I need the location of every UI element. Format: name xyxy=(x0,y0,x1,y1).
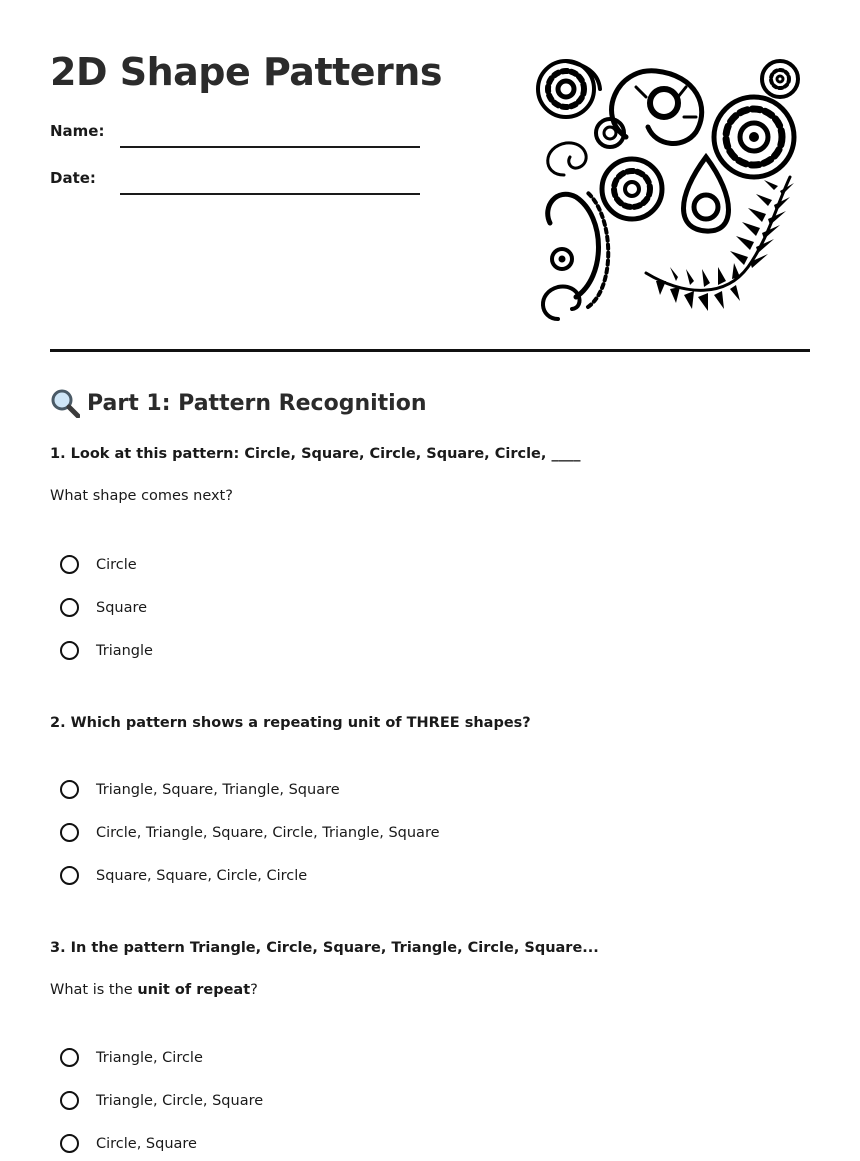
option-label: Circle, Square xyxy=(96,1135,197,1152)
name-input-line[interactable] xyxy=(120,146,420,148)
date-label: Date: xyxy=(50,169,96,187)
radio-button[interactable] xyxy=(60,1134,79,1153)
option-label: Triangle xyxy=(96,642,153,659)
name-label: Name: xyxy=(50,122,105,140)
option-label: Circle xyxy=(96,556,137,573)
name-field-row xyxy=(50,122,420,140)
subtext-emphasis: unit of repeat xyxy=(137,982,251,998)
radio-button[interactable] xyxy=(60,866,79,885)
question-1-subtext: What shape comes next? xyxy=(50,488,233,504)
option-label: Circle, Triangle, Square, Circle, Triangle, Square xyxy=(96,824,440,841)
q1-option-3[interactable] xyxy=(60,641,153,660)
radio-button[interactable] xyxy=(60,641,79,660)
q3-option-3[interactable] xyxy=(60,1134,197,1153)
question-3-subtext xyxy=(50,982,258,998)
part1-title-text: Part 1: Pattern Recognition xyxy=(87,390,427,416)
q3-option-2[interactable] xyxy=(60,1091,263,1110)
q1-option-1[interactable] xyxy=(60,555,137,574)
page-title: 2D Shape Patterns xyxy=(50,50,442,94)
radio-button[interactable] xyxy=(60,780,79,799)
radio-button[interactable] xyxy=(60,1091,79,1110)
date-input-line[interactable] xyxy=(120,193,420,195)
header-divider xyxy=(50,349,810,352)
q2-option-1[interactable] xyxy=(60,780,340,799)
question-3-text: 3. In the pattern Triangle, Circle, Square, Triangle, Circle, Square... xyxy=(50,940,599,956)
q1-option-2[interactable] xyxy=(60,598,147,617)
question-2-text: 2. Which pattern shows a repeating unit of THREE shapes? xyxy=(50,715,531,731)
radio-button[interactable] xyxy=(60,1048,79,1067)
magnifying-glass-icon xyxy=(50,388,80,418)
q3-option-1[interactable] xyxy=(60,1048,203,1067)
radio-button[interactable] xyxy=(60,823,79,842)
radio-button[interactable] xyxy=(60,555,79,574)
option-label: Triangle, Square, Triangle, Square xyxy=(96,781,340,798)
option-label: Square xyxy=(96,599,148,616)
subtext-before: What is the xyxy=(50,982,138,998)
q2-option-2[interactable] xyxy=(60,823,440,842)
fern-koru-illustration xyxy=(536,57,804,325)
q2-option-3[interactable] xyxy=(60,866,307,885)
option-label: Triangle, Circle xyxy=(96,1049,203,1066)
option-label: Triangle, Circle, Square xyxy=(96,1092,264,1109)
option-label: Square, Square, Circle, Circle xyxy=(96,867,308,884)
date-field-row xyxy=(50,169,420,187)
subtext-after: ? xyxy=(250,982,258,998)
question-1-text: 1. Look at this pattern: Circle, Square, Circle, Square, Circle, ____ xyxy=(50,446,581,462)
part1-title xyxy=(50,388,426,418)
radio-button[interactable] xyxy=(60,598,79,617)
